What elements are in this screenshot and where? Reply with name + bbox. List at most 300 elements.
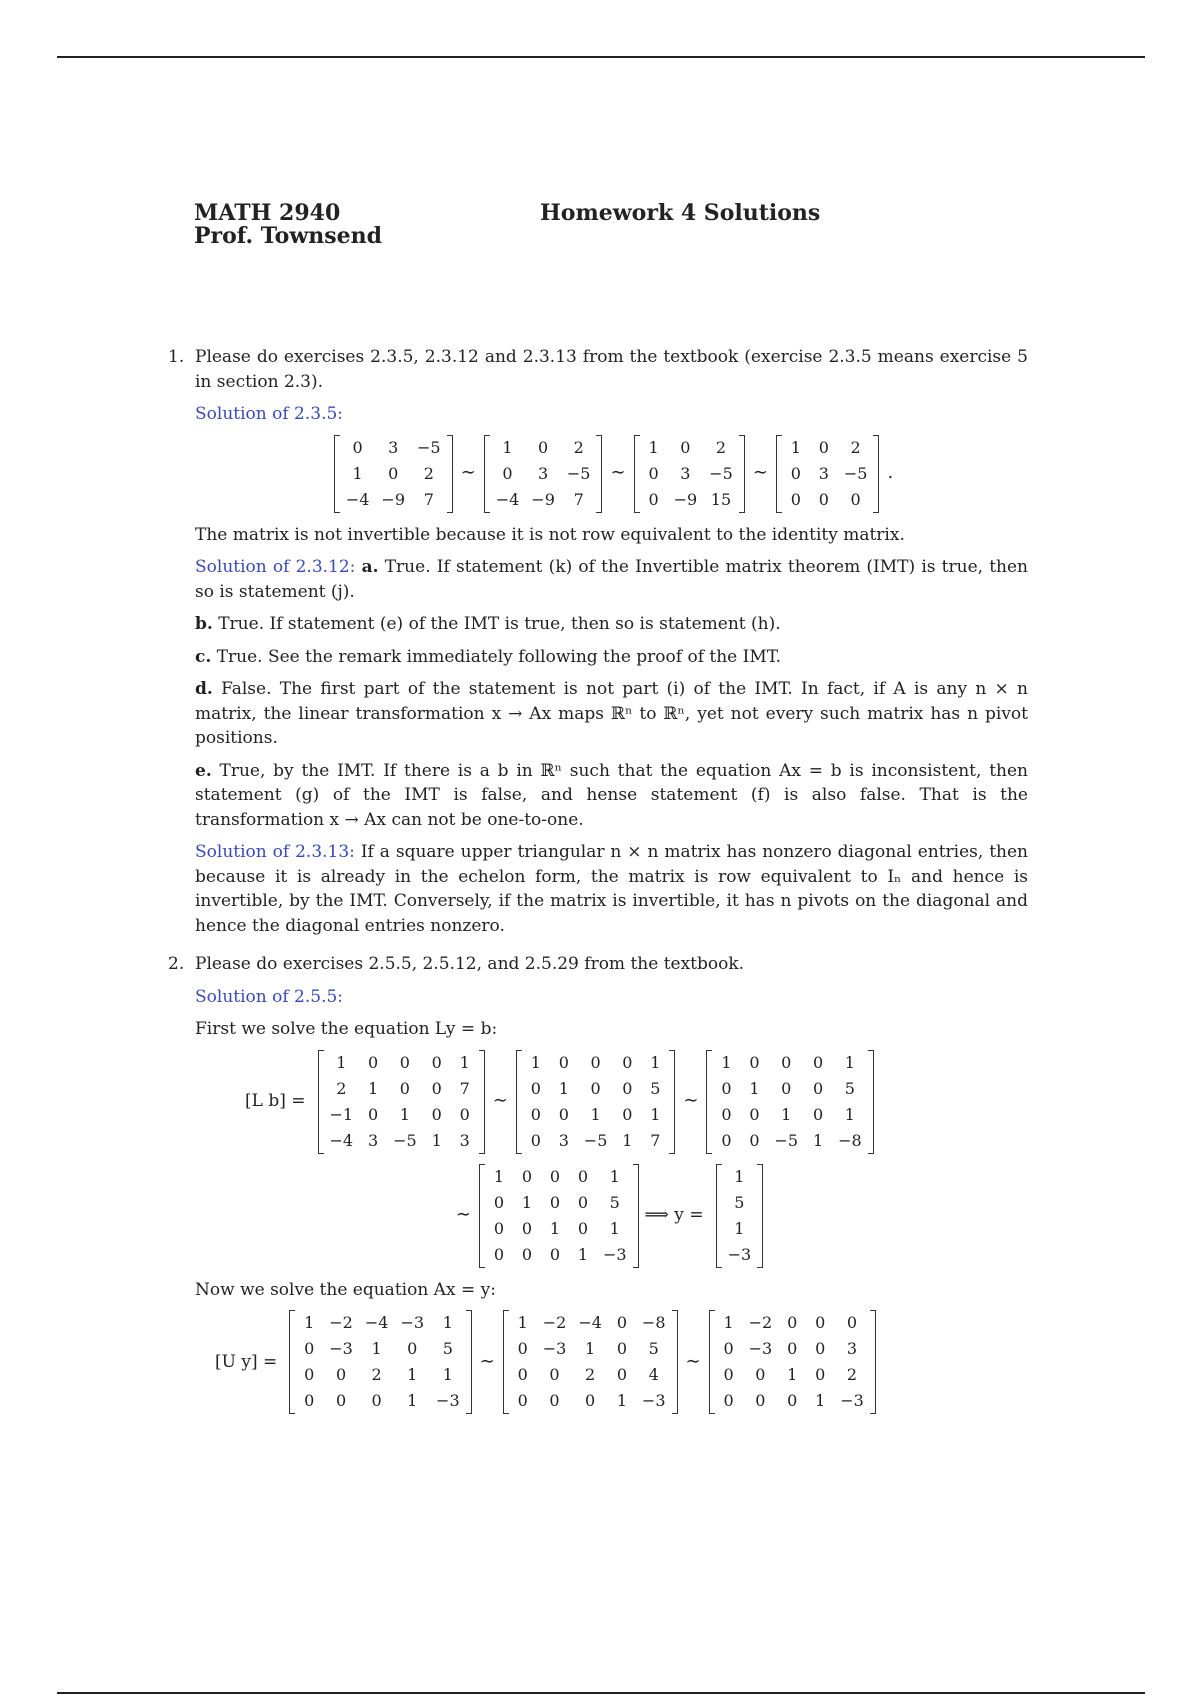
matrix-cell: 1: [590, 1104, 601, 1124]
augmented-label: [L b] =: [245, 1091, 306, 1112]
matrix-cell: 1: [502, 437, 513, 457]
matrix-cell: 3: [537, 463, 549, 483]
matrix-cell: −5: [709, 463, 733, 483]
matrix-cell: −3: [840, 1391, 864, 1410]
matrix-cell: 0: [431, 1104, 442, 1124]
answer-c: [195, 645, 1028, 670]
matrix-cell: −8: [641, 1313, 666, 1332]
matrix-cell: −3: [641, 1391, 666, 1410]
matrix-cell: 1: [371, 1339, 382, 1358]
step-text: Now we solve the equation Ax = y:: [195, 1279, 496, 1300]
matrix-cell: 15: [710, 489, 732, 509]
matrix-cell: 5: [648, 1339, 659, 1358]
matrix-cell: 4: [648, 1365, 659, 1384]
augmented-label: [U y] =: [215, 1351, 278, 1372]
matrix-cell: −5: [843, 463, 868, 483]
part-letter: e.: [195, 760, 212, 781]
matrix-cell: 1: [521, 1192, 533, 1212]
matrix-cell: 1: [721, 1052, 732, 1072]
matrix: [634, 435, 745, 513]
answer-b: [195, 612, 1028, 637]
matrix-cell: −9: [673, 489, 698, 509]
matrix-row: [509, 1336, 672, 1362]
solution-2-3-13: [195, 840, 1028, 938]
matrix-cell: 1: [790, 437, 801, 457]
matrix-cell: −3: [436, 1391, 460, 1410]
matrix-cell: 0: [755, 1391, 766, 1410]
matrix-cell: 0: [846, 1313, 858, 1332]
course-code: MATH 2940: [194, 200, 341, 226]
matrix-cell: 0: [549, 1391, 560, 1410]
matrix-cell: 0: [558, 1104, 569, 1124]
matrix-cell: 0: [335, 1365, 347, 1384]
matrix-row-Lb: [245, 1050, 1028, 1154]
matrix-cell: 1: [558, 1078, 569, 1098]
matrix-row: [522, 1050, 670, 1076]
matrix-row: [782, 435, 874, 461]
matrix-cell: 1: [648, 437, 659, 457]
matrix-cell: 0: [577, 1218, 589, 1238]
matrix-cell: 3: [846, 1339, 858, 1358]
matrix-row: [715, 1336, 870, 1362]
conclusion-text: The matrix is not invertible because it is not row equivalent to the identity matrix.: [195, 524, 905, 545]
matrix-cell: 1: [650, 1052, 661, 1072]
document-body: [168, 345, 1028, 1428]
problem-prompt: Please do exercises 2.5.5, 2.5.12, and 2.5.29 from the textbook.: [195, 954, 745, 974]
matrix: [289, 1310, 471, 1414]
matrix-cell: 1: [459, 1052, 470, 1072]
matrix-cell: 0: [815, 1339, 826, 1358]
matrix-cell: −4: [329, 1130, 354, 1150]
matrix-cell: 0: [648, 489, 659, 509]
matrix-cell: 3: [388, 437, 399, 457]
matrix-cell: 0: [368, 1052, 379, 1072]
matrix-cell: 5: [609, 1192, 620, 1212]
matrix-row: [324, 1102, 479, 1128]
matrix-cell: 1: [787, 1365, 798, 1384]
matrix-row: [712, 1076, 867, 1102]
vector-y: [716, 1164, 764, 1268]
matrix-cell: −4: [345, 489, 370, 509]
matrix-row: [782, 487, 874, 513]
matrix-cell: 0: [590, 1052, 601, 1072]
matrix-cell: 0: [616, 1365, 627, 1384]
matrix-cell: 0: [549, 1192, 561, 1212]
matrix-cell: 0: [558, 1052, 569, 1072]
matrix-cell: −5: [393, 1130, 417, 1150]
matrix-cell: 0: [850, 489, 861, 509]
matrix: [516, 1050, 676, 1154]
matrix-table: [509, 1310, 672, 1414]
matrix-cell: 0: [521, 1218, 533, 1238]
matrix-row: [522, 1128, 670, 1154]
matrix-cell: 1: [368, 1078, 379, 1098]
matrix-cell: −2: [748, 1313, 773, 1332]
row-equivalent-symbol: ∼: [492, 1090, 508, 1112]
matrix-table: [485, 1164, 633, 1268]
matrix-row-2-3-5: [195, 435, 1028, 513]
matrix-row: [490, 461, 597, 487]
matrix-row: [490, 435, 597, 461]
matrix-row: [340, 461, 447, 487]
matrix-cell: 1: [609, 1166, 620, 1186]
matrix-cell: 2: [336, 1078, 347, 1098]
matrix-cell: 0: [304, 1339, 315, 1358]
part-letter: b.: [195, 614, 213, 634]
answer-a: [195, 555, 1028, 604]
row-equivalent-symbol: ∼: [685, 1350, 701, 1372]
answer-e: [195, 759, 1028, 833]
matrix-table: [295, 1310, 465, 1414]
problem-number: 2.: [168, 954, 185, 974]
matrix-cell: 0: [616, 1339, 627, 1358]
part-letter: c.: [195, 646, 212, 667]
matrix-row: [490, 487, 597, 513]
matrix-cell: −2: [542, 1313, 567, 1332]
matrix-row: [295, 1362, 465, 1388]
matrix-cell: 0: [749, 1052, 760, 1072]
matrix-row: [324, 1076, 479, 1102]
answer-text: True. If statement (e) of the IMT is true, then so is statement (h).: [218, 614, 781, 634]
matrix-cell: −9: [381, 489, 405, 509]
matrix-cell: −4: [578, 1313, 602, 1332]
problem-2: [168, 952, 1028, 1414]
matrix-cell: 0: [521, 1244, 533, 1264]
answer-text: False. The first part of the statement is not part (i) of the IMT. In fact, if A is any n × n matrix, the linear transformation x → Ax maps ℝⁿ to ℝⁿ, yet not every such matrix has n pivot positions.: [195, 679, 1028, 748]
matrix-cell: 0: [521, 1166, 533, 1186]
row-equivalent-symbol: ∼: [683, 1090, 699, 1112]
matrix-row: [640, 461, 739, 487]
matrix-cell: 0: [530, 1104, 541, 1124]
matrix-cell: 1: [431, 1130, 442, 1150]
matrix-cell: 0: [790, 463, 801, 483]
matrix-cell: −5: [417, 437, 441, 457]
matrix-cell: 1: [530, 1052, 541, 1072]
matrix-cell: −3: [727, 1244, 752, 1264]
matrix-row: [509, 1310, 672, 1336]
matrix-cell: −4: [364, 1313, 389, 1332]
matrix-cell: 0: [755, 1365, 766, 1384]
matrix-cell: 0: [815, 1313, 826, 1332]
matrix-cell: 0: [304, 1365, 315, 1384]
matrix-cell: 1: [304, 1313, 315, 1332]
matrix-row: [522, 1076, 670, 1102]
matrix-row: [712, 1128, 867, 1154]
part-letter: a.: [361, 557, 379, 577]
matrix-cell: 1: [336, 1052, 347, 1072]
answer-d: [195, 677, 1028, 751]
matrix-row-Lb-final: [195, 1164, 1028, 1268]
problem-prompt: Please do exercises 2.3.5, 2.3.12 and 2.3.13 from the textbook (exercise 2.3.5 means exercise 5 in section 2.3).: [195, 347, 1028, 392]
matrix-row: [324, 1050, 479, 1076]
matrix-cell: 3: [459, 1130, 470, 1150]
matrix-cell: 2: [423, 463, 434, 483]
matrix-cell: 2: [850, 437, 861, 457]
matrix-cell: 0: [431, 1052, 442, 1072]
matrix-cell: 7: [650, 1130, 661, 1150]
matrix-cell: 1: [734, 1218, 745, 1238]
matrix-row: [509, 1388, 672, 1414]
matrix-row: [485, 1242, 633, 1268]
page-title: Homework 4 Solutions: [540, 200, 821, 226]
solution-label: Solution of 2.3.13:: [195, 842, 355, 862]
matrix-cell: 0: [530, 1130, 541, 1150]
matrix-cell: 1: [812, 1130, 824, 1150]
matrix-cell: −3: [400, 1313, 425, 1332]
row-equivalent-symbol: ∼: [455, 1204, 471, 1226]
matrix-cell: 1: [493, 1166, 505, 1186]
matrix-row: [324, 1128, 479, 1154]
bottom-rule: [57, 1692, 1145, 1694]
matrix-cell: 7: [423, 489, 434, 509]
solution-label: Solution of 2.3.12:: [195, 557, 356, 577]
matrix-cell: 0: [407, 1339, 418, 1358]
matrix-cell: 1: [781, 1104, 792, 1124]
matrix-cell: 0: [812, 1104, 824, 1124]
matrix-cell: 1: [609, 1218, 620, 1238]
matrix-cell: 0: [585, 1391, 596, 1410]
matrix-cell: −3: [329, 1339, 353, 1358]
matrix-row: [712, 1050, 867, 1076]
matrix-cell: 0: [502, 463, 513, 483]
matrix-row: [712, 1102, 867, 1128]
step-text: First we solve the equation Ly = b:: [195, 1019, 498, 1039]
matrix-cell: 0: [493, 1192, 505, 1212]
matrix-cell: 0: [549, 1244, 561, 1264]
matrix-row: [722, 1242, 758, 1268]
matrix-cell: 2: [846, 1365, 858, 1384]
matrix-cell: 1: [407, 1365, 418, 1384]
matrix-cell: 0: [493, 1218, 505, 1238]
matrix-row: [722, 1164, 758, 1190]
matrix-cell: 1: [442, 1313, 453, 1332]
matrix-cell: −8: [838, 1130, 862, 1150]
matrix-cell: 0: [577, 1166, 589, 1186]
matrix-table: [722, 1164, 758, 1268]
matrix-row: [295, 1388, 465, 1414]
matrix-row-Uy: [215, 1310, 1028, 1414]
matrix-cell: −5: [566, 463, 591, 483]
matrix-cell: −3: [748, 1339, 773, 1358]
matrix-row: [722, 1190, 758, 1216]
matrix-row: [485, 1190, 633, 1216]
answer-text: True. If statement (k) of the Invertible matrix theorem (IMT) is true, then so is statement (j).: [195, 557, 1029, 602]
matrix-cell: 0: [517, 1391, 528, 1410]
matrix-cell: 1: [549, 1218, 561, 1238]
matrix-cell: 0: [721, 1130, 732, 1150]
matrix-row: [295, 1310, 465, 1336]
matrix-row: [715, 1362, 870, 1388]
matrix-cell: 0: [493, 1244, 505, 1264]
matrix-cell: −2: [329, 1313, 353, 1332]
matrix-cell: 1: [844, 1104, 855, 1124]
matrix: [334, 435, 453, 513]
matrix-cell: 0: [622, 1078, 633, 1098]
matrix-table: [782, 435, 874, 513]
period: .: [887, 462, 894, 484]
matrix-cell: 0: [549, 1166, 561, 1186]
row-equivalent-symbol: ∼: [479, 1350, 495, 1372]
matrix-cell: 0: [787, 1313, 798, 1332]
matrix-cell: 0: [549, 1365, 560, 1384]
matrix-cell: 0: [577, 1192, 589, 1212]
matrix-cell: −5: [774, 1130, 799, 1150]
matrix-cell: −3: [602, 1244, 627, 1264]
matrix-cell: 5: [442, 1339, 453, 1358]
row-equivalent-symbol: ∼: [460, 462, 476, 484]
matrix-cell: 1: [734, 1166, 745, 1186]
problem-1: [168, 345, 1028, 938]
matrix-row: [509, 1362, 672, 1388]
matrix-table: [715, 1310, 870, 1414]
matrix-cell: 0: [648, 463, 659, 483]
matrix-cell: 0: [812, 1078, 824, 1098]
matrix-cell: 1: [517, 1313, 528, 1332]
matrix-cell: 1: [399, 1104, 410, 1124]
matrix-cell: 1: [749, 1078, 760, 1098]
matrix-row: [340, 435, 447, 461]
matrix-cell: 1: [352, 463, 363, 483]
matrix: [484, 435, 603, 513]
matrix: [479, 1164, 639, 1268]
matrix-cell: 1: [407, 1391, 418, 1410]
matrix-row: [522, 1102, 670, 1128]
matrix: [776, 435, 880, 513]
matrix-cell: 0: [818, 437, 829, 457]
matrix-table: [712, 1050, 867, 1154]
top-rule: [57, 56, 1145, 58]
matrix-cell: 3: [368, 1130, 379, 1150]
matrix: [706, 1050, 873, 1154]
matrix-cell: 0: [818, 489, 829, 509]
matrix-cell: 0: [787, 1391, 798, 1410]
matrix-cell: 1: [844, 1052, 855, 1072]
answer-text: True, by the IMT. If there is a b in ℝⁿ such that the equation Ax = b is inconsistent, then statement (g) of the IMT is false, and hense statement (f) is also false. That is the transformation x → Ax can not be one-to-one.: [195, 760, 1028, 830]
matrix-cell: 0: [721, 1078, 732, 1098]
matrix-table: [640, 435, 739, 513]
matrix-cell: 0: [459, 1104, 470, 1124]
matrix-cell: −3: [542, 1339, 567, 1358]
solution-label: Solution of 2.5.5:: [195, 986, 344, 1007]
matrix-cell: 0: [352, 437, 363, 457]
matrix-cell: 2: [715, 437, 727, 457]
matrix-cell: 1: [723, 1313, 734, 1332]
matrix-cell: 0: [781, 1078, 792, 1098]
problem-number: 1.: [168, 347, 185, 367]
matrix-cell: 0: [335, 1391, 347, 1410]
matrix-cell: 0: [388, 463, 399, 483]
matrix-cell: 0: [517, 1365, 528, 1384]
matrix-cell: 5: [844, 1078, 855, 1098]
matrix-table: [490, 435, 597, 513]
matrix-cell: 3: [558, 1130, 569, 1150]
matrix-cell: −5: [583, 1130, 608, 1150]
matrix-cell: 0: [723, 1391, 734, 1410]
matrix: [318, 1050, 485, 1154]
matrix-cell: 1: [815, 1391, 826, 1410]
matrix-cell: 0: [721, 1104, 732, 1124]
matrix-cell: 0: [749, 1130, 760, 1150]
professor-name: Prof. Townsend: [194, 223, 383, 249]
matrix-cell: 5: [734, 1192, 745, 1212]
row-equivalent-symbol: ∼: [752, 462, 768, 484]
matrix-row: [782, 461, 874, 487]
matrix-row: [715, 1388, 870, 1414]
matrix-cell: 2: [371, 1365, 382, 1384]
matrix-cell: 1: [650, 1104, 661, 1124]
answer-text: True. See the remark immediately following the proof of the IMT.: [216, 646, 782, 667]
matrix-cell: 0: [680, 437, 691, 457]
matrix-row: [485, 1216, 633, 1242]
matrix-cell: −4: [495, 489, 520, 509]
matrix: [503, 1310, 678, 1414]
matrix-cell: 3: [818, 463, 829, 483]
matrix-cell: 5: [650, 1078, 661, 1098]
matrix-cell: 0: [399, 1052, 410, 1072]
matrix-cell: 0: [537, 437, 549, 457]
matrix-row: [722, 1216, 758, 1242]
matrix-cell: 0: [790, 489, 801, 509]
matrix-table: [340, 435, 447, 513]
matrix-cell: 0: [812, 1052, 824, 1072]
matrix-row: [295, 1336, 465, 1362]
solution-label: Solution of 2.3.5:: [195, 404, 344, 424]
matrix-row: [715, 1310, 870, 1336]
matrix-cell: 0: [787, 1339, 798, 1358]
matrix-cell: 7: [459, 1078, 470, 1098]
matrix-cell: 0: [622, 1104, 633, 1124]
matrix-cell: 0: [431, 1078, 442, 1098]
matrix-cell: 0: [622, 1052, 633, 1072]
matrix-row: [485, 1164, 633, 1190]
matrix-table: [324, 1050, 479, 1154]
matrix-row: [640, 487, 739, 513]
matrix-cell: 2: [585, 1365, 596, 1384]
matrix-cell: 0: [723, 1365, 734, 1384]
matrix-cell: 1: [622, 1130, 633, 1150]
matrix-cell: 0: [723, 1339, 734, 1358]
matrix-cell: 3: [680, 463, 691, 483]
part-letter: d.: [195, 679, 213, 699]
matrix-cell: 0: [616, 1313, 627, 1332]
row-equivalent-symbol: ∼: [610, 462, 626, 484]
matrix-cell: 0: [517, 1339, 528, 1358]
matrix-cell: 1: [616, 1391, 627, 1410]
matrix-cell: 0: [781, 1052, 792, 1072]
matrix-cell: 0: [399, 1078, 410, 1098]
matrix-row: [340, 487, 447, 513]
matrix-cell: 0: [590, 1078, 601, 1098]
matrix-cell: 0: [530, 1078, 541, 1098]
matrix-row: [640, 435, 739, 461]
matrix-cell: 2: [573, 437, 584, 457]
matrix-cell: 0: [371, 1391, 382, 1410]
matrix-cell: 0: [368, 1104, 379, 1124]
matrix-cell: 0: [749, 1104, 760, 1124]
implies-label: ⟹ y =: [644, 1205, 704, 1226]
matrix-cell: 1: [577, 1244, 589, 1264]
matrix-table: [522, 1050, 670, 1154]
matrix-cell: −9: [531, 489, 555, 509]
matrix-cell: 1: [442, 1365, 453, 1384]
matrix-cell: 0: [304, 1391, 315, 1410]
matrix-cell: 0: [815, 1365, 826, 1384]
matrix-cell: 7: [573, 489, 584, 509]
matrix-cell: 1: [585, 1339, 596, 1358]
matrix-cell: −1: [329, 1104, 354, 1124]
matrix: [709, 1310, 876, 1414]
answer-text: If a square upper triangular n × n matrix has nonzero diagonal entries, then because it is already in the echelon form, the matrix is row equivalent to Iₙ and hence is invertible, by the IMT. Conversely, if the matrix is invertible, it has n pivots on the diagonal and hence the diagonal entries nonzero.: [195, 842, 1029, 936]
